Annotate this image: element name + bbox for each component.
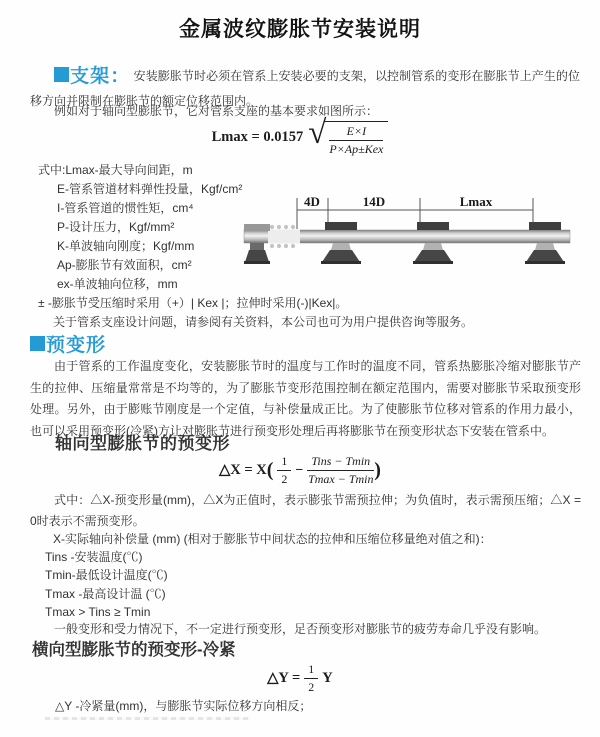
temp-def-line: Tmax -最高设计温 (℃) (45, 586, 166, 601)
formula-lmax-lhs: Lmax = 0.0157 (211, 129, 304, 146)
section-title-predeform: 预变形 (46, 335, 107, 356)
page-title: 金属波纹膨胀节安装说明 (179, 18, 421, 41)
fraction-numerator: 1 (277, 454, 291, 471)
definition-item: ± -膨胀节受压缩时采用（+）| Kex |；拉伸时采用(-)|Kex|。 (38, 296, 348, 310)
formula-lateral-rhs: Y (322, 670, 333, 686)
radical-sign-icon: √ (308, 115, 327, 151)
clipped-text-remnant (45, 717, 250, 720)
section-title-support: 支架： (70, 66, 131, 87)
temp-def-line: Tmin-最低设计温度(℃) (45, 568, 168, 583)
section-header-predeform (30, 330, 106, 357)
subheader-axial-predeform: 轴向型膨胀节的预变形 (55, 434, 230, 453)
definition-item: ex-单波轴向位移，mm (57, 277, 178, 291)
fraction-denominator: Tmax − Tmin (308, 472, 374, 486)
section-bullet-icon (30, 336, 45, 351)
fraction-numerator: E×I (329, 124, 383, 141)
temperature-definition-list (45, 548, 168, 622)
definition-item: Ap-膨胀节有效面积，cm² (57, 258, 192, 272)
temp-def-line: Tins -安装温度(℃) (45, 550, 143, 564)
temp-def-line: Tmax > Tins ≥ Tmin (45, 605, 151, 620)
fraction-denominator: 2 (308, 680, 315, 694)
anchor-support-icon (244, 224, 270, 264)
fraction-numerator: 1 (304, 662, 318, 679)
formula-lateral-lhs: △Y = (267, 670, 301, 686)
definition-item: I-管系管道的惯性矩，cm⁴ (57, 201, 194, 215)
radicand (324, 121, 388, 157)
predeform-paragraph: 由于管系的工作温度变化，安装膨胀节时的温度与工作时的温度不同，管系热膨胀冷缩对膨胀节产生的拉伸、压缩量常常是不均等的，为了膨胀节变形范围控制在额定范围内，需要对膨胀节采取预变形处理。另外，由于膨账节刚度是一个定值，与补偿量成正比。为了使膨胀节位移对管系的作用力最小，也可以采用预变形(冷紧)方让对膨胀节进行预变形处理后再将膨胀节在预变形状态下安装在管系中。 (30, 359, 581, 438)
fraction-numerator: Tins − Tmin (307, 454, 374, 471)
support-example-line: 例如对于轴向型膨胀节，它对管系支座的基本要求如图所示： (54, 104, 379, 118)
pipe-support-diagram (242, 192, 582, 268)
formula-lateral (35, 662, 565, 695)
section-bullet-icon (54, 67, 69, 82)
axial-x-definition: X-实际轴向补偿量 (mm) (相对于膨胀节中间状态的拉伸和压缩位移量绝对值之和)： (53, 532, 492, 546)
definition-item: 关于管系支座设计问题，请参阅有关资料，本公司也可为用户提供咨询等服务。 (53, 315, 474, 329)
subheader-lateral-predeform: 横向型膨胀节的预变形-冷紧 (32, 641, 236, 659)
fraction-denominator: 2 (281, 472, 288, 486)
one-half-fraction (277, 454, 291, 487)
dim-label-14d: 14D (362, 194, 386, 209)
axial-explain-paragraph: 式中：△X-预变形量(mm)，△X为正值时，表示膨张节需预拉伸；为负值时，表示需预压缩；△X = 0时表示不需预变形。 (30, 493, 581, 528)
one-half-fraction (304, 662, 318, 695)
dim-label-lmax: Lmax (459, 194, 493, 209)
right-paren: ) (374, 459, 381, 481)
axial-note-line: 一般变形和受力情况下，不一定进行预变形，足否预变形对膨胀节的疲劳寿命几乎没有影响。 (54, 622, 547, 636)
temperature-fraction (307, 454, 374, 487)
bellows-icon (268, 225, 300, 248)
lateral-note-line: △Y -冷紧量(mm)，与膨胀节实际位移方向相反； (55, 699, 312, 713)
definition-item: E-管系管道材料弹性投量，Kgf/cm² (57, 182, 243, 196)
definition-item: P-设计压力，Kgf/mm² (57, 220, 175, 234)
minus-sign: − (295, 462, 304, 478)
dim-label-4d: 4D (304, 194, 320, 209)
radical (308, 115, 388, 157)
formula-lmax (0, 115, 600, 157)
definition-item: 式中:Lmax-最大导向间距，m (38, 163, 193, 177)
formula-axial (35, 454, 565, 487)
formula-axial-lhs: △X = X (219, 462, 267, 478)
definition-item: K-单波轴向刚度；Kgf/mm (57, 239, 195, 253)
left-paren: ( (266, 459, 274, 481)
support-intro-text: 安装膨胀节时必须在管系上安装必要的支架，以控制管系的变形在膨胀节上产生的位移方向并限制在膨胀节的额定位移范围内。 (30, 69, 580, 108)
formula-lmax-fraction (329, 124, 383, 157)
fraction-denominator: P×Ap±Kex (329, 142, 384, 156)
